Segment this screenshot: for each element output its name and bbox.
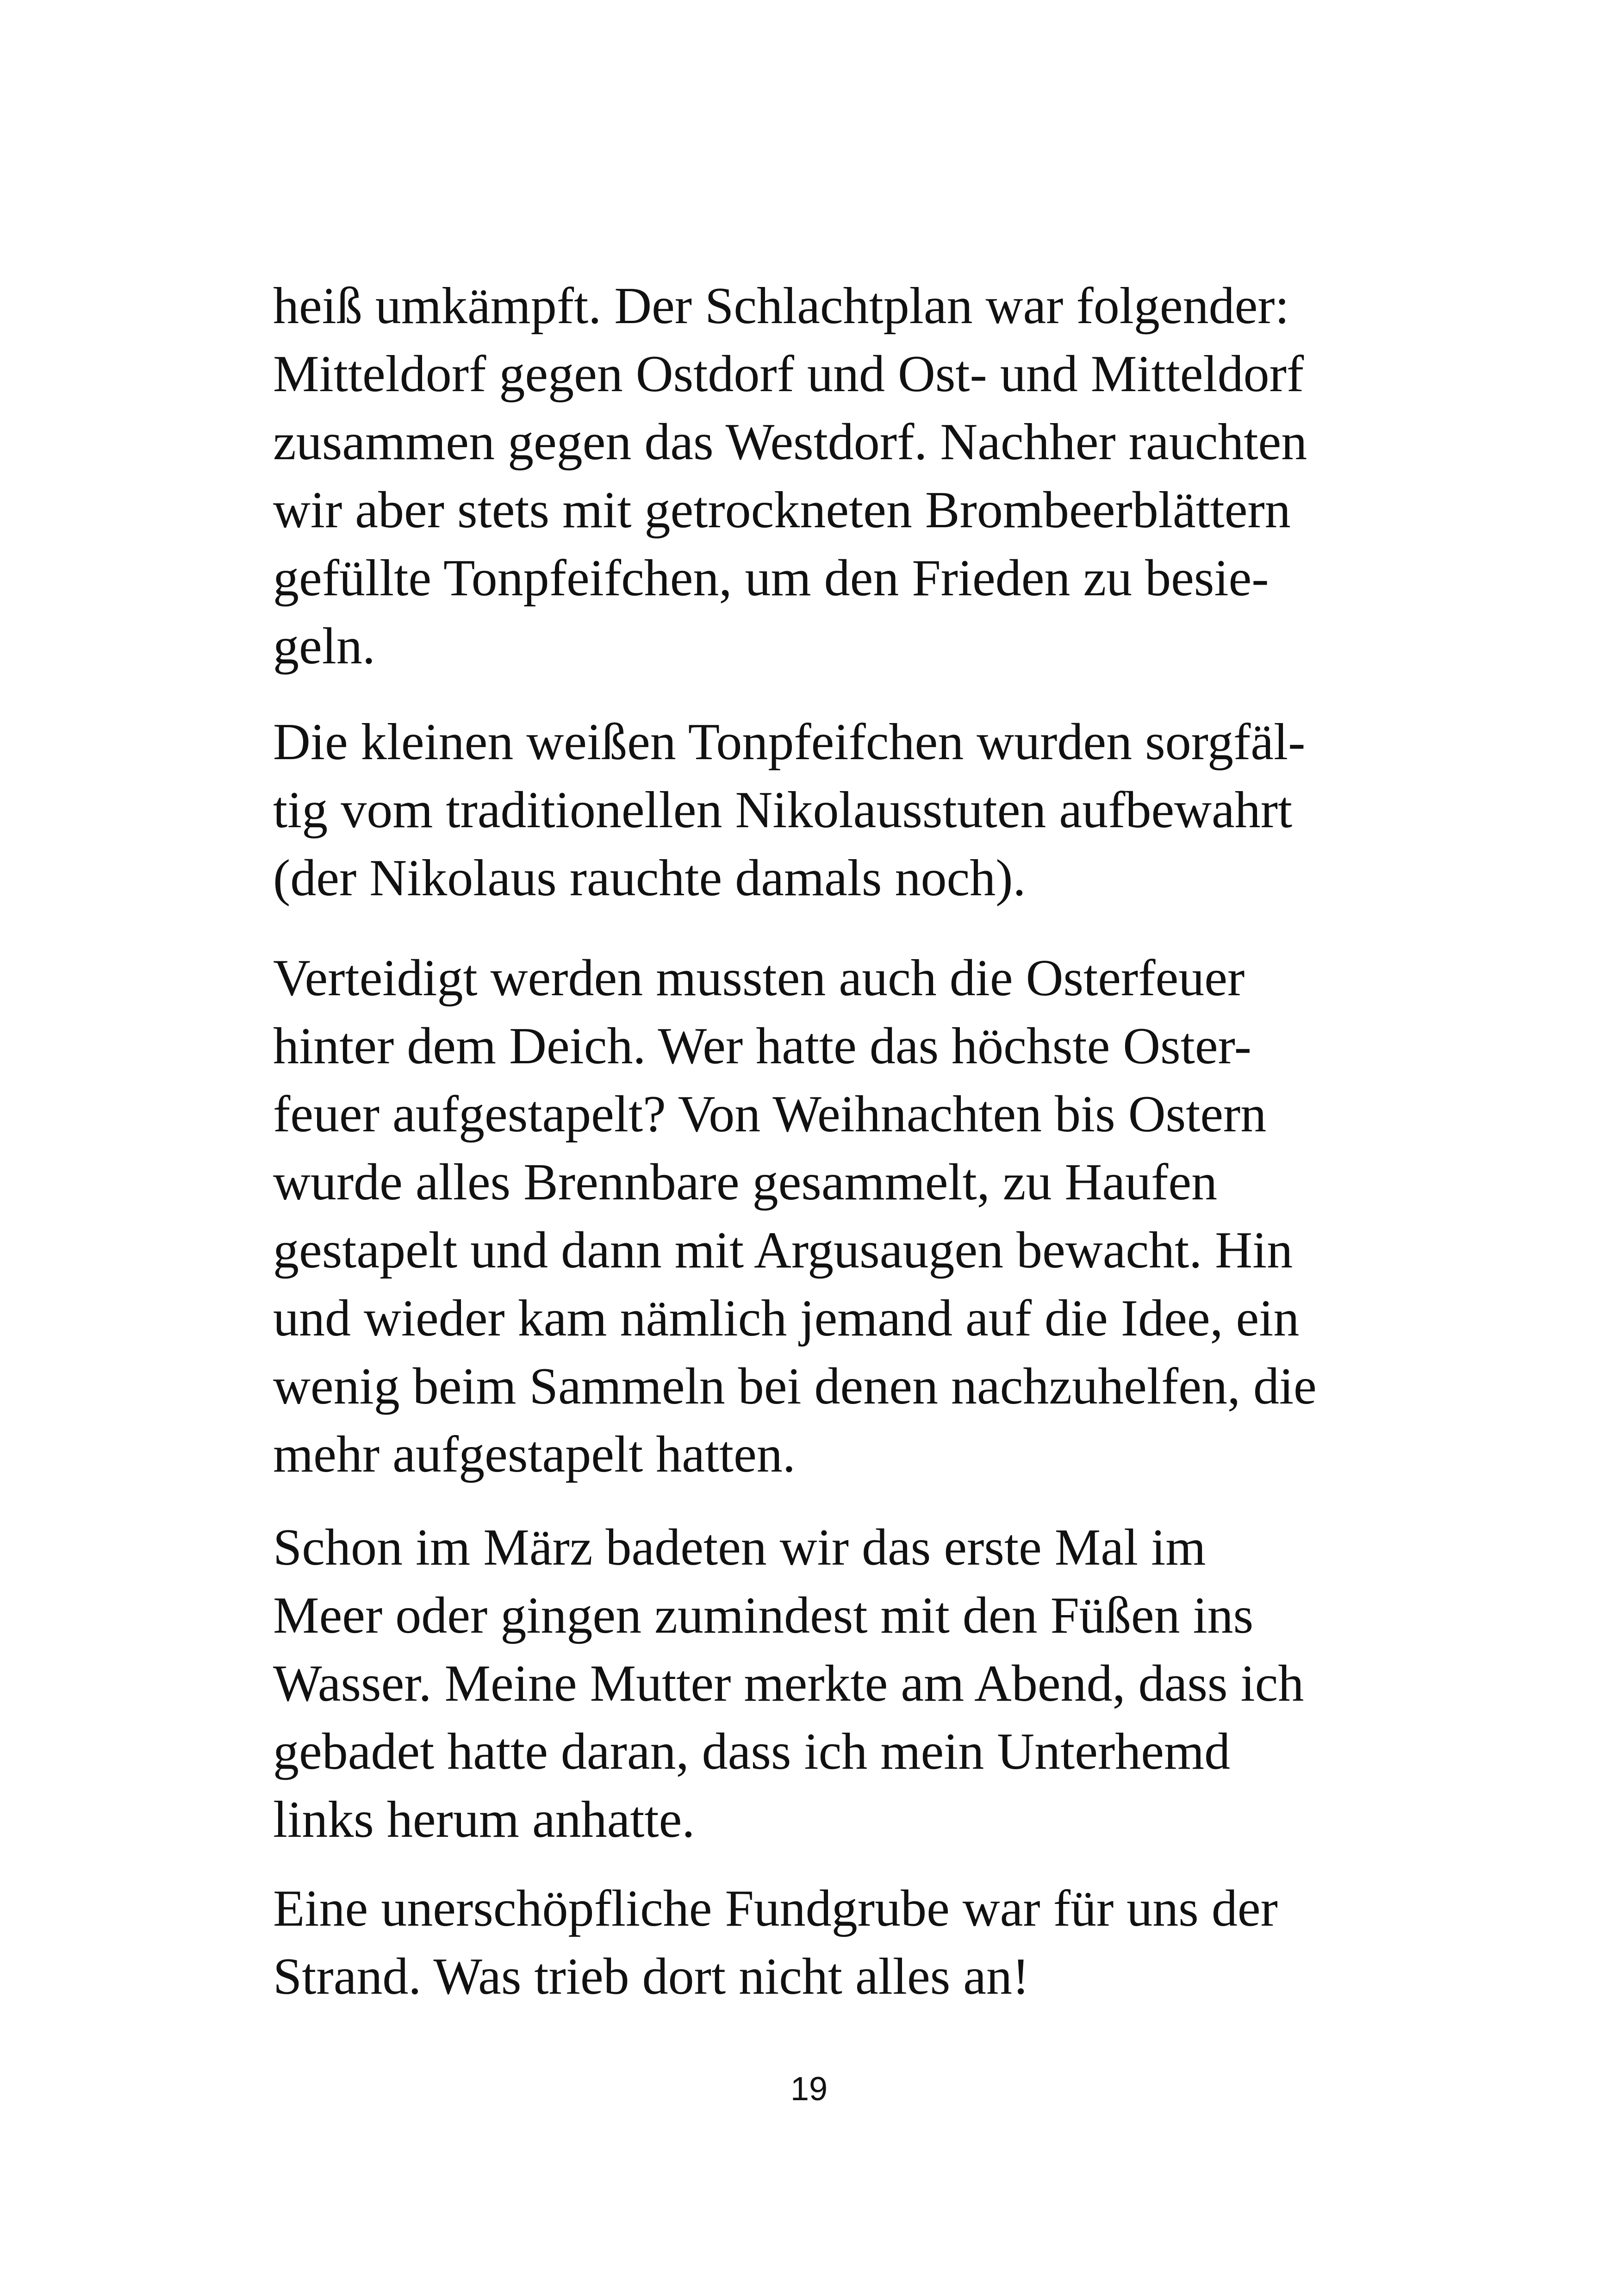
paragraph xyxy=(273,1514,1393,1854)
text-line: tig vom traditionellen Nikolausstuten aufbewahrt xyxy=(273,781,1293,839)
text-line: gebadet hatte daran, dass ich mein Unterhemd xyxy=(273,1723,1231,1780)
text-line: Strand. Was trieb dort nicht alles an! xyxy=(273,1948,1030,2005)
paragraph xyxy=(273,944,1393,1489)
text-line: und wieder kam nämlich jemand auf die Idee, ein xyxy=(273,1290,1300,1347)
text-line: Die kleinen weißen Tonpfeifchen wurden sorgfäl- xyxy=(273,713,1306,771)
text-line: Meer oder gingen zumindest mit den Füßen ins xyxy=(273,1587,1254,1644)
text-line: wenig beim Sammeln bei denen nachzuhelfen, die xyxy=(273,1358,1317,1415)
text-line: Wasser. Meine Mutter merkte am Abend, dass ich xyxy=(273,1655,1304,1712)
text-line: links herum anhatte. xyxy=(273,1791,695,1848)
text-line: Verteidigt werden mussten auch die Osterfeuer xyxy=(273,949,1245,1007)
text-line: mehr aufgestapelt hatten. xyxy=(273,1426,796,1483)
text-line: feuer aufgestapelt? Von Weihnachten bis Ostern xyxy=(273,1086,1267,1143)
text-line: gefüllte Tonpfeifchen, um den Frieden zu besie- xyxy=(273,549,1269,607)
text-line: zusammen gegen das Westdorf. Nachher rauchten xyxy=(273,413,1307,471)
text-line: wurde alles Brennbare gesammelt, zu Haufen xyxy=(273,1154,1218,1211)
paragraph xyxy=(273,708,1393,912)
text-line: geln. xyxy=(273,618,375,675)
text-line: (der Nikolaus rauchte damals noch). xyxy=(273,849,1026,907)
text-line: Mitteldorf gegen Ostdorf und Ost- und Mitteldorf xyxy=(273,345,1304,403)
text-line: Eine unerschöpfliche Fundgrube war für uns der xyxy=(273,1880,1278,1937)
text-line: hinter dem Deich. Wer hatte das höchste Oster- xyxy=(273,1017,1251,1075)
page-number: 19 xyxy=(790,2071,828,2108)
text-line: wir aber stets mit getrockneten Brombeerblättern xyxy=(273,481,1291,539)
text-line: heiß umkämpft. Der Schlachtplan war folgender: xyxy=(273,277,1289,335)
text-line: gestapelt und dann mit Argusaugen bewacht. Hin xyxy=(273,1222,1293,1279)
paragraph xyxy=(273,1875,1393,2011)
text-line: Schon im März badeten wir das erste Mal im xyxy=(273,1519,1206,1576)
paragraph xyxy=(273,272,1393,680)
